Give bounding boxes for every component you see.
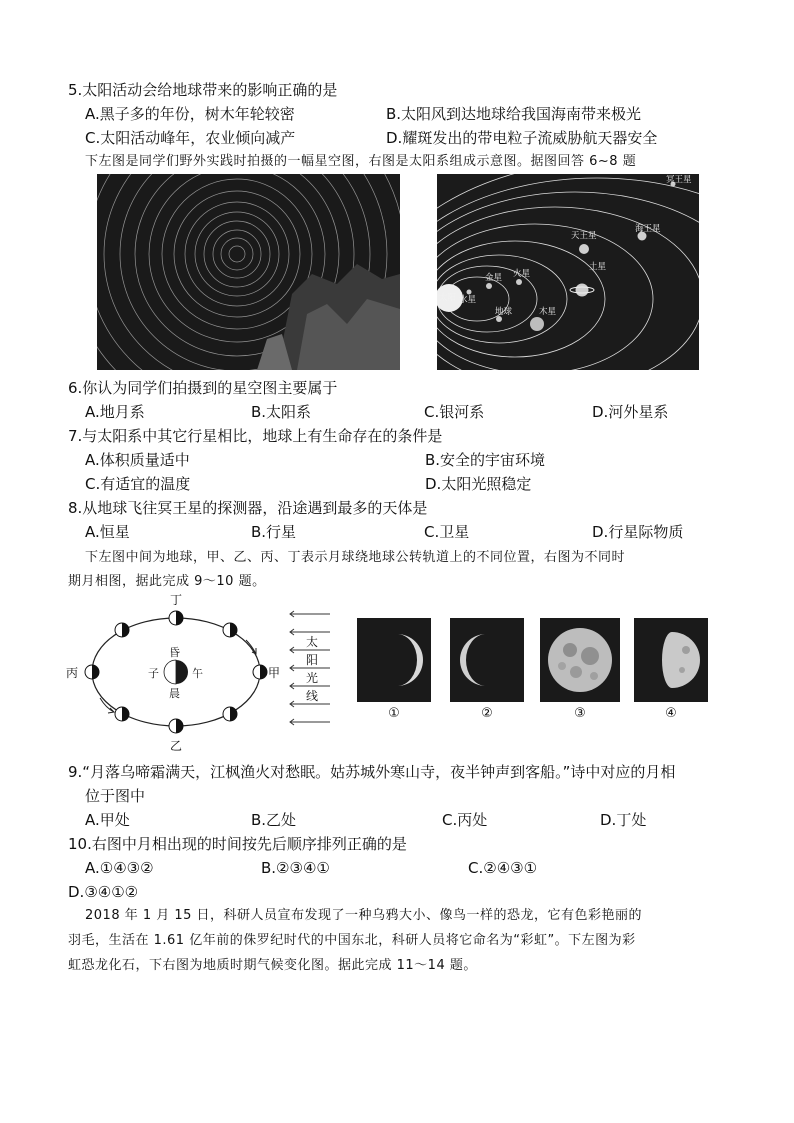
q10-stem: 10.右图中月相出现的时间按先后顺序排列正确的是: [68, 835, 407, 853]
moon-phase-4: [634, 618, 708, 702]
label-uranus: 天王星: [571, 231, 597, 241]
moon-phase-1: [357, 618, 431, 702]
moon-bing: [85, 665, 99, 679]
label-mars: 火星: [513, 269, 531, 279]
phase-caption-3: ③: [574, 706, 586, 721]
moon-phase-3-graphic: [540, 618, 620, 702]
moon-ding: [169, 611, 183, 625]
q9-stem-line1: 9.“月落乌啼霜满天，江枫渔火对愁眠。姑苏城外寒山寺，夜半钟声到客船。”诗中对应的月相: [68, 763, 676, 781]
moon-lower-right: [223, 707, 237, 721]
phase-caption-4: ④: [665, 706, 677, 721]
label-sunlight-2: 阳: [306, 653, 319, 667]
moon-yi: [169, 719, 183, 733]
q6-option-a[interactable]: A.地月系: [85, 403, 145, 421]
q8-stem: 8.从地球飞往冥王星的探测器，沿途遇到最多的天体是: [68, 499, 428, 517]
intro-11-14-line2: 羽毛，生活在 1.61 亿年前的侏罗纪时代的中国东北，科研人员将它命名为“彩虹”。下左图为彩: [68, 933, 636, 948]
intro-9-10-line2: 期月相图，据此完成 9～10 题。: [68, 574, 266, 589]
moon-upper-left: [115, 623, 129, 637]
q9-option-c[interactable]: C.丙处: [442, 811, 488, 829]
label-neptune: 海王星: [635, 224, 661, 234]
q5-option-c[interactable]: C.太阳活动峰年，农业倾向减产: [85, 129, 296, 147]
label-sun: 太阳: [439, 293, 457, 303]
sunlight-arrows: [290, 611, 330, 725]
intro-11-14-line1: 2018 年 1 月 15 日，科研人员宣布发现了一种乌鸦大小、像鸟一样的恐龙，它有色彩艳丽的: [85, 908, 643, 923]
q8-option-b[interactable]: B.行星: [251, 523, 297, 541]
q6-option-d[interactable]: D.河外星系: [592, 403, 669, 421]
label-pluto: 冥王星: [666, 175, 692, 185]
star-trail-graphic: [97, 174, 400, 370]
star-trail-photo: [97, 174, 400, 370]
intro-6-8: 下左图是同学们野外实践时拍摄的一幅星空图，右图是太阳系组成示意图。据图回答 6~8 题: [85, 154, 637, 169]
moon-orbit-diagram: [60, 590, 340, 752]
moon-upper-right: [223, 623, 237, 637]
q6-option-b[interactable]: B.太阳系: [251, 403, 312, 421]
label-mercury: 水星: [459, 295, 477, 305]
label-earth: 地球: [495, 307, 513, 317]
moon-phase-3: [540, 618, 620, 702]
q7-option-d[interactable]: D.太阳光照稳定: [425, 475, 532, 493]
intro-11-14-line3: 虹恐龙化石，下右图为地质时期气候变化图。据此完成 11～14 题。: [68, 958, 477, 973]
q8-option-c[interactable]: C.卫星: [424, 523, 470, 541]
moon-phase-1-graphic: [357, 618, 431, 702]
label-sunlight-3: 光: [306, 671, 319, 685]
q9-option-b[interactable]: B.乙处: [251, 811, 297, 829]
label-wu: 午: [192, 667, 203, 680]
label-ding: 丁: [170, 593, 183, 607]
q7-option-c[interactable]: C.有适宜的温度: [85, 475, 191, 493]
label-yi: 乙: [170, 739, 183, 752]
label-chen: 晨: [169, 687, 180, 700]
q7-option-a[interactable]: A.体积质量适中: [85, 451, 190, 469]
q9-stem-line2: 位于图中: [85, 787, 146, 805]
q10-option-b[interactable]: B.②③④①: [261, 859, 330, 877]
phase-caption-2: ②: [481, 706, 493, 721]
q10-option-c[interactable]: C.②④③①: [468, 859, 538, 877]
label-jupiter: 木星: [539, 307, 557, 317]
q5-option-b[interactable]: B.太阳风到达地球给我国海南带来极光: [386, 105, 642, 123]
label-zi: 子: [148, 667, 159, 680]
q9-option-a[interactable]: A.甲处: [85, 811, 130, 829]
label-hun: 昏: [169, 646, 180, 659]
moon-jia: [253, 665, 267, 679]
label-jia: 甲: [268, 666, 281, 680]
q5-option-a[interactable]: A.黑子多的年份，树木年轮较密: [85, 105, 295, 123]
q7-option-b[interactable]: B.安全的宇宙环境: [425, 451, 546, 469]
solar-system-graphic: [437, 174, 699, 370]
q5-option-d[interactable]: D.耀斑发出的带电粒子流威胁航天器安全: [386, 129, 658, 147]
label-sunlight-1: 太: [306, 635, 319, 649]
moon-lower-left: [115, 707, 129, 721]
q5-stem: 5.太阳活动会给地球带来的影响正确的是: [68, 81, 338, 99]
moon-phase-4-graphic: [634, 618, 708, 702]
q10-option-d[interactable]: D.③④①②: [68, 883, 139, 901]
label-venus: 金星: [485, 273, 503, 283]
moon-phase-2-graphic: [450, 618, 524, 702]
label-saturn: 土星: [589, 262, 607, 272]
q6-stem: 6.你认为同学们拍摄到的星空图主要属于: [68, 379, 338, 397]
intro-9-10-line1: 下左图中间为地球，甲、乙、丙、丁表示月球绕地球公转轨道上的不同位置，右图为不同时: [85, 550, 626, 565]
moon-phase-2: [450, 618, 524, 702]
phase-caption-1: ①: [388, 706, 400, 721]
q7-stem: 7.与太阳系中其它行星相比，地球上有生命存在的条件是: [68, 427, 443, 445]
q10-option-a[interactable]: A.①④③②: [85, 859, 154, 877]
q8-option-a[interactable]: A.恒星: [85, 523, 130, 541]
q6-option-c[interactable]: C.银河系: [424, 403, 485, 421]
solar-system-diagram: [437, 174, 699, 370]
q9-option-d[interactable]: D.丁处: [600, 811, 647, 829]
q8-option-d[interactable]: D.行星际物质: [592, 523, 684, 541]
label-sunlight-4: 线: [306, 689, 319, 703]
label-bing: 丙: [66, 666, 79, 680]
